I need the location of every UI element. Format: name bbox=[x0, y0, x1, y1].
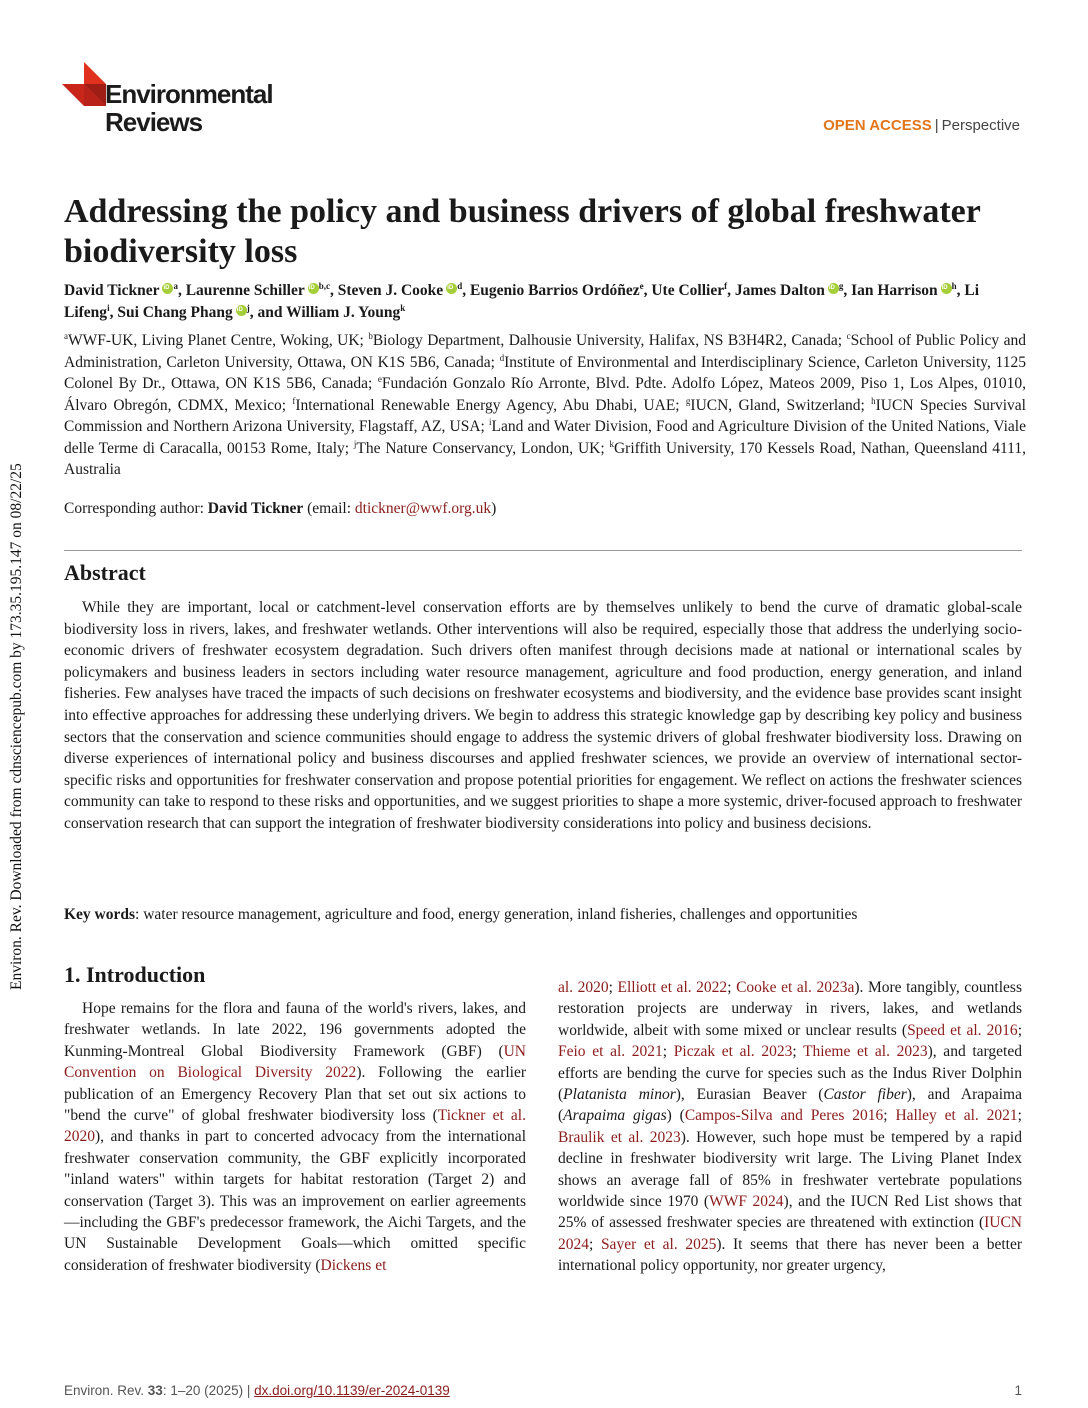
journal-name-line1: Environmental bbox=[105, 79, 273, 109]
keywords-text: : water resource management, agriculture and food, energy generation, inland fisheries, challenges and opportunities bbox=[135, 906, 858, 923]
body-text: ), Eurasian Beaver ( bbox=[675, 1086, 824, 1104]
journal-logo[interactable] bbox=[62, 62, 302, 138]
citation-link[interactable]: Piczak et al. 2023 bbox=[673, 1043, 793, 1061]
citation-link[interactable]: Halley et al. 2021 bbox=[895, 1107, 1018, 1125]
affiliation-key: i bbox=[489, 416, 492, 427]
citation-link[interactable]: IUCN 2024 bbox=[558, 1214, 1022, 1253]
affiliation-text: Biology Department, Dalhousie University, Halifax, NS B3H4R2, Canada; bbox=[372, 332, 847, 349]
body-text: ; bbox=[1017, 1021, 1022, 1039]
affiliation-key: b bbox=[368, 330, 373, 341]
body-text: ; bbox=[662, 1043, 674, 1061]
keywords-label: Key words bbox=[64, 906, 136, 923]
citation-link[interactable]: Tickner et al. 2020 bbox=[64, 1107, 526, 1146]
body-text: ). More tangibly, countless restoration projects are underway in rivers, lakes, and wetlands worldwide, albeit with some mixed or unclear results ( bbox=[558, 979, 1022, 1039]
body-text: ; bbox=[727, 979, 737, 996]
body-text: ). It seems that there has never been a better international policy opportunity, nor greater urgency, bbox=[558, 1235, 1023, 1275]
body-text: ), and thanks in part to concerted advocacy from the international freshwater conservation community, the GBF explicitly incorporated "inland waters" within targets for habitat restoration (Target 2) and conservation (Target 3). This was an improvement on earlier agreements—including the GBF's predecessor framework, the Aichi Targets, and the UN Sustainable Development Goals—which omitted specific consideration of freshwater biodiversity ( bbox=[64, 1128, 526, 1274]
affiliations bbox=[64, 330, 1026, 481]
orcid-icon[interactable] bbox=[446, 283, 457, 294]
keywords bbox=[64, 904, 1022, 926]
affiliation-text: Land and Water Division, Food and Agriculture Division of the United Nations, Viale delle Terme di Caracalla, 00153 Rome, Italy; bbox=[64, 418, 1026, 457]
citation-link[interactable]: Speed et al. 2016 bbox=[907, 1021, 1018, 1039]
corresponding-name: David Tickner bbox=[207, 500, 304, 517]
section-divider bbox=[64, 550, 1022, 551]
affiliation-key: j bbox=[353, 438, 357, 449]
affiliation-marker: k bbox=[400, 302, 406, 313]
introduction-left-column bbox=[64, 998, 526, 1276]
affiliation-text: Griffith University, 170 Kessels Road, Nathan, Queensland 4111, Australia bbox=[64, 439, 1026, 478]
affiliation-key: e bbox=[377, 373, 382, 384]
affiliation-marker: d bbox=[457, 280, 463, 291]
header-separator: | bbox=[934, 117, 939, 134]
citation-link[interactable]: WWF 2024 bbox=[709, 1193, 784, 1211]
citation-link[interactable]: Elliott et al. 2022 bbox=[617, 979, 728, 996]
affiliation-marker: b,c bbox=[318, 280, 330, 291]
affiliation-text: International Renewable Energy Agency, Abu Dhabi, UAE; bbox=[295, 396, 686, 414]
page-footer bbox=[64, 1383, 1022, 1398]
affiliation-key: d bbox=[499, 352, 505, 363]
orcid-icon[interactable] bbox=[236, 305, 247, 316]
author-name[interactable]: Li Lifeng bbox=[64, 282, 980, 321]
affiliation-marker: h bbox=[951, 280, 957, 291]
body-text: Hope remains for the flora and fauna of the world's rivers, lakes, and freshwater wetlands. In late 2022, 196 governments adopted the Kunming-Montreal Global Biodiversity Framework (GBF) ( bbox=[64, 1000, 526, 1060]
footer-journal: Environ. Rev. bbox=[64, 1383, 148, 1398]
orcid-icon[interactable] bbox=[308, 283, 319, 294]
citation-link[interactable]: Braulik et al. 2023 bbox=[558, 1128, 681, 1146]
author-name[interactable]: Ian Harrison bbox=[851, 282, 938, 299]
affiliation-text: The Nature Conservancy, London, UK; bbox=[356, 439, 610, 457]
citation-link[interactable]: Thieme et al. 2023 bbox=[803, 1043, 928, 1061]
doi-link[interactable]: dx.doi.org/10.1139/er-2024-0139 bbox=[254, 1383, 450, 1398]
species-name: Arapaima gigas bbox=[563, 1107, 667, 1125]
species-name: Castor fiber bbox=[823, 1086, 907, 1104]
species-name: Platanista minor bbox=[563, 1086, 676, 1104]
orcid-icon[interactable] bbox=[162, 283, 173, 294]
body-text: ; bbox=[1017, 1107, 1022, 1125]
citation-link[interactable]: Campos-Silva and Peres 2016 bbox=[684, 1107, 884, 1125]
affiliation-text: Fundación Gonzalo Río Arronte, Blvd. Pdte. Adolfo López, Mateos 2009, Piso 1, Los Alpes, 01010, Álvaro Obregón, CDMX, Mexico; bbox=[64, 375, 1026, 414]
footer-pages: : 1–20 (2025) | bbox=[162, 1383, 255, 1398]
footer-volume: 33 bbox=[147, 1383, 163, 1398]
corresponding-label: Corresponding author: bbox=[64, 500, 208, 517]
body-text: ; bbox=[883, 1107, 896, 1125]
citation-link[interactable]: Cooke et al. 2023a bbox=[736, 979, 855, 996]
orcid-icon[interactable] bbox=[941, 283, 952, 294]
body-text: ), and targeted efforts are bending the curve for species such as the Indus River Dolphin ( bbox=[558, 1043, 1022, 1104]
author-name[interactable]: Steven J. Cooke bbox=[337, 282, 444, 299]
affiliation-key: f bbox=[292, 395, 296, 406]
author-name[interactable]: William J. Young bbox=[286, 304, 401, 321]
affiliation-text: School of Public Policy and Administration, Carleton University, Ottawa, ON K1S 5B6, Canada; bbox=[64, 332, 1026, 371]
affiliation-text: Institute of Environmental and Interdisciplinary Science, Carleton University, 1125 Colonel By Dr., Ottawa, ON K1S 5B6, Canada; bbox=[64, 353, 1026, 392]
article-meta-header bbox=[823, 117, 1020, 134]
affiliation-key: c bbox=[846, 330, 851, 341]
email-link[interactable]: dtickner@wwf.org.uk bbox=[354, 500, 492, 517]
introduction-right-column bbox=[558, 977, 1022, 1277]
introduction-heading: 1. Introduction bbox=[64, 962, 206, 987]
body-text: ; bbox=[589, 1235, 601, 1253]
affiliation-text: WWF-UK, Living Planet Centre, Woking, UK; bbox=[68, 332, 369, 349]
body-text: ; bbox=[792, 1043, 804, 1061]
journal-logo-icon bbox=[62, 62, 108, 110]
orcid-icon[interactable] bbox=[828, 283, 839, 294]
download-watermark-text: Environ. Rev. Downloaded from cdnsciencepub.com by 173.35.195.147 on 08/22/25 bbox=[8, 463, 25, 990]
author-name[interactable]: James Dalton bbox=[734, 282, 825, 299]
citation-link[interactable]: Feio et al. 2021 bbox=[558, 1043, 663, 1061]
journal-name bbox=[105, 80, 273, 136]
affiliation-marker: j bbox=[246, 302, 250, 313]
author-name[interactable]: Ute Collier bbox=[651, 282, 725, 299]
abstract-text: While they are important, local or catchment-level conservation efforts are by themselves unlikely to bend the curve of dramatic global-scale biodiversity loss in rivers, lakes, and freshwater wetlands. Other interventions will also be required, especially those that address the underlying socio-economic drivers of freshwater ecosystem degradation. Such drivers often manifest through decisions made at national or international scales by policymakers and business leaders in sectors including water resource management, agriculture and food production, energy generation, and inland fisheries. Few analyses have traced the impacts of such decisions on freshwater ecosystems and biodiversity, and the evidence base provides scant insight into effective approaches for addressing these underlying drivers. We begin to address this strategic knowledge gap by describing key policy and business sectors that the conservation and science communities should engage to address the systemic drivers of global freshwater biodiversity loss. Drawing on diverse experiences of international policy and business discourses and applied freshwater sciences, we provide an overview of international sector-specific risks and opportunities for freshwater conservation and propose potential priorities for engagement. We reflect on actions the freshwater sciences community can take to respond to these risks and opportunities, and we suggest priorities to shape a more systemic, driver-focused approach to freshwater conservation research that can support the integration of freshwater biodiversity considerations into policy and business decisions. bbox=[64, 599, 1022, 832]
body-text: ), and the IUCN Red List shows that 25% of assessed freshwater species are threatened with extinction ( bbox=[558, 1193, 1022, 1232]
affiliation-key: k bbox=[609, 438, 614, 449]
email-prefix: (email: bbox=[303, 500, 355, 517]
author-name[interactable]: David Tickner bbox=[64, 282, 160, 299]
affiliation-text: IUCN, Gland, Switzerland; bbox=[690, 396, 872, 414]
body-text: ), and Arapaima ( bbox=[558, 1086, 1022, 1125]
affiliation-key: g bbox=[685, 395, 691, 406]
body-text: ). However, such hope must be tempered by a rapid decline in freshwater biodiversity writ large. The Living Planet Index shows an average fall of 85% in freshwater vertebrate populations worldwide since 1970 ( bbox=[558, 1128, 1022, 1211]
article-type: Perspective bbox=[941, 117, 1020, 134]
email-suffix: ) bbox=[491, 500, 497, 517]
citation-link[interactable]: UN Convention on Biological Diversity 2022 bbox=[64, 1042, 526, 1082]
page-number: 1 bbox=[1014, 1383, 1022, 1398]
author-list: David Tickner iD $^a$, Laurenne Schiller iD $^{b,c}$, Steven J. Cooke iD $^d$, Eugenio Barrios Ordóñez$^e$, Ute Collier$^f$, James Dalton iD $^g$, Ian Harrison iD $^h$, Li Lifeng$^i$, Sui Chang Phang iD $^j$, and William J. Young$^k$ bbox=[64, 280, 1024, 324]
author-name[interactable]: Eugenio Barrios Ordóñez bbox=[469, 282, 640, 299]
body-text: ; bbox=[608, 979, 618, 996]
affiliation-marker: a bbox=[173, 280, 178, 291]
abstract-heading: Abstract bbox=[64, 560, 146, 585]
affiliation-key: a bbox=[64, 330, 68, 341]
author-name[interactable]: Sui Chang Phang bbox=[117, 304, 233, 321]
affiliation-marker: g bbox=[838, 280, 844, 291]
journal-name-line2: Reviews bbox=[105, 107, 203, 137]
open-access-badge: OPEN ACCESS bbox=[823, 117, 932, 134]
affiliation-key: h bbox=[871, 395, 876, 406]
corresponding-author bbox=[64, 500, 496, 518]
body-text: ). Following the earlier publication of an Emergency Recovery Plan that set out six actions to "bend the curve" of global freshwater biodiversity loss ( bbox=[64, 1064, 527, 1125]
citation-link[interactable]: Dickens et bbox=[320, 1256, 387, 1274]
body-text: ) ( bbox=[666, 1107, 685, 1125]
citation-link[interactable]: al. 2020 bbox=[558, 979, 609, 996]
affiliation-marker: i bbox=[107, 302, 110, 313]
download-watermark bbox=[6, 400, 28, 1000]
affiliation-marker: e bbox=[639, 280, 644, 291]
affiliation-text: IUCN Species Survival Commission and Northern Arizona University, Flagstaff, AZ, USA; bbox=[64, 396, 1026, 435]
author-name[interactable]: Laurenne Schiller bbox=[185, 282, 305, 299]
affiliation-marker: f bbox=[724, 280, 728, 291]
citation-link[interactable]: Sayer et al. 2025 bbox=[600, 1235, 717, 1253]
article-title: Addressing the policy and business drivers of global freshwater biodiversity loss bbox=[64, 193, 981, 270]
